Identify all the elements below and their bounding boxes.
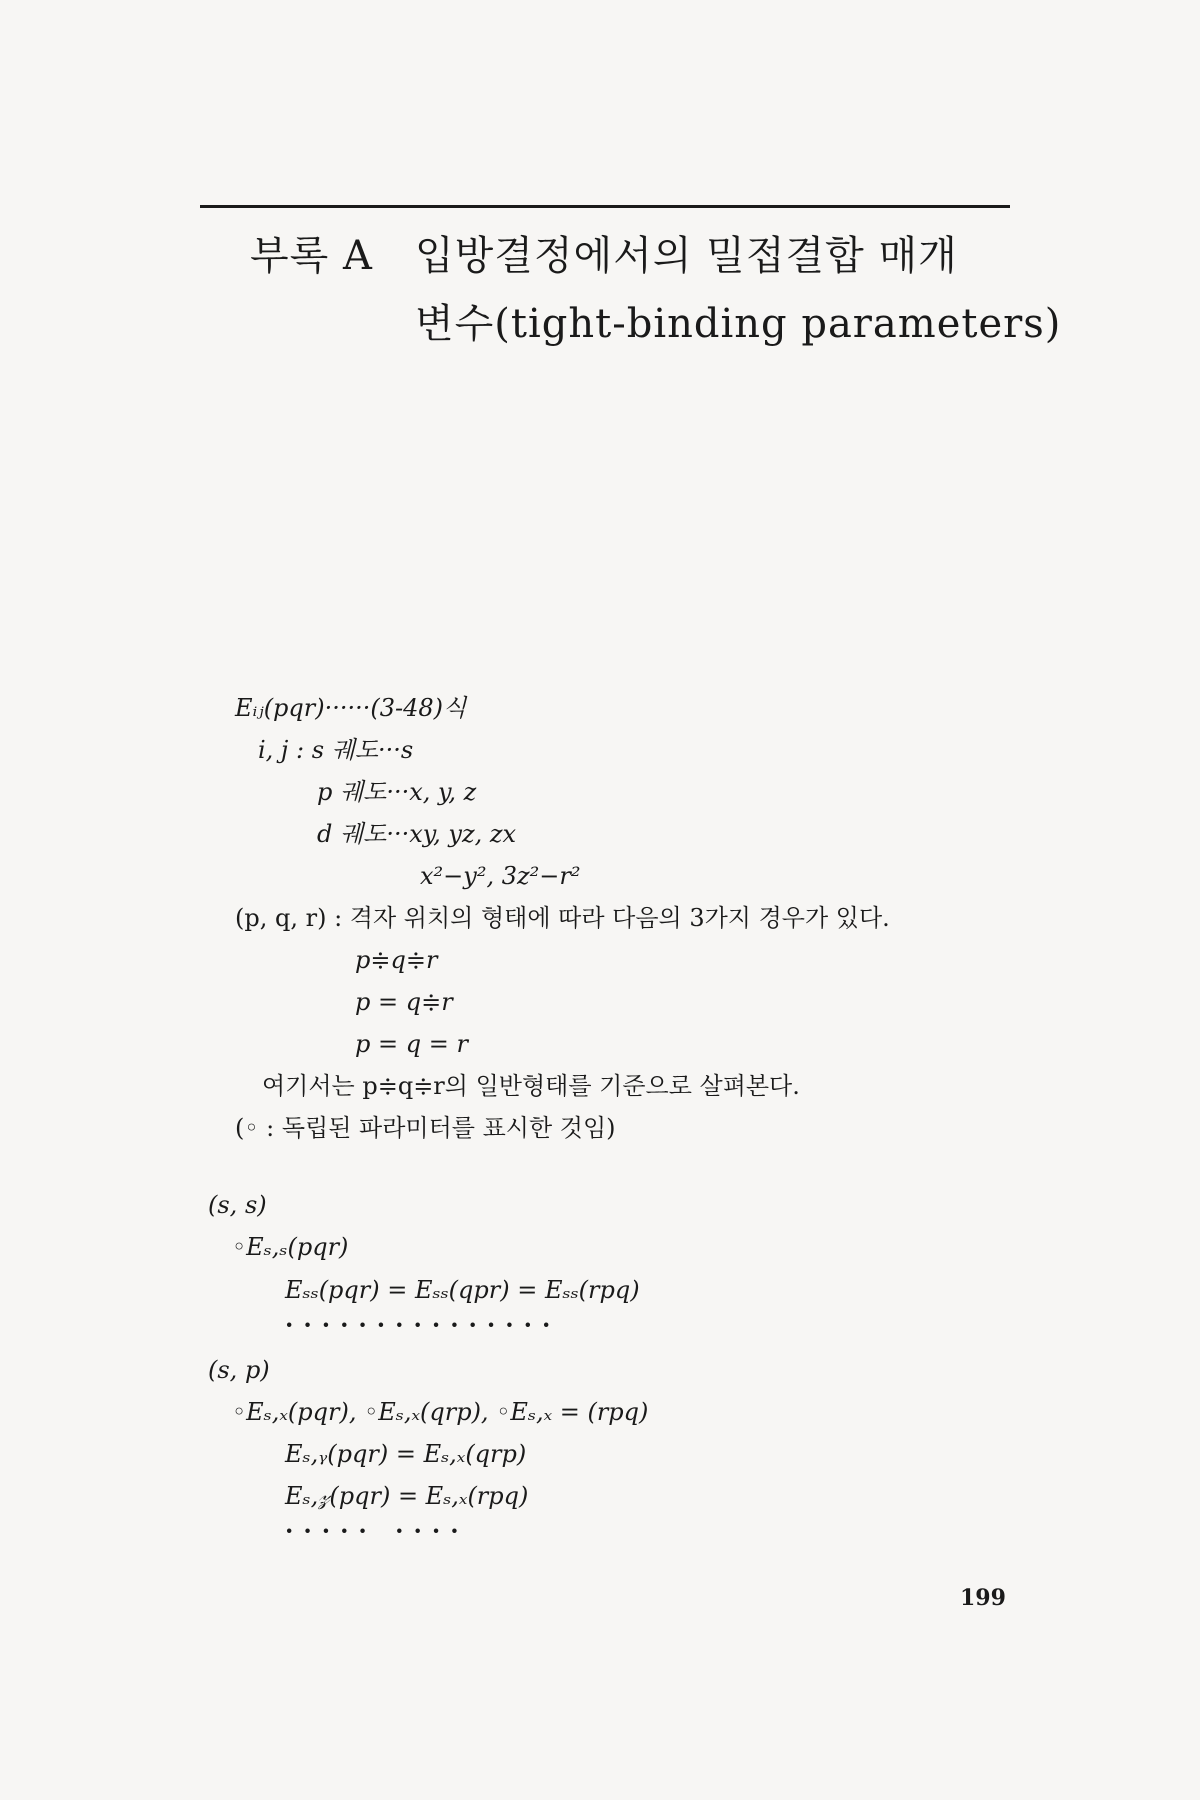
page-number: 199 [960,1585,1006,1611]
d-orbital-line-2: x²−y², 3z²−r² [420,862,581,890]
case-2: p = q≑r [355,988,453,1016]
independent-parameter-note: (◦ : 독립된 파라미터를 표시한 것임) [235,1114,616,1142]
d-orbital-line: d 궤도···xy, yz, zx [317,820,517,848]
pqr-intro: (p, q, r) : 격자 위치의 형태에 따라 다음의 3가지 경우가 있다. [235,904,890,932]
heading-line-1 [250,222,1061,290]
sp-section-header: (s, p) [208,1356,270,1384]
eij-definition: Eᵢⱼ(pqr)······(3-48)식 [235,694,467,722]
sp-relation-2: Eₛ,𝓏(pqr) = Eₛ,ₓ(rpq) [285,1482,529,1510]
sp-continuation-dots: ····· ···· [285,1516,469,1545]
case-1: p≑q≑r [355,946,438,974]
heading-rule [200,205,1010,208]
ss-section-header: (s, s) [208,1191,267,1219]
appendix-label: 부록 A [250,233,373,279]
appendix-heading [250,222,1061,358]
ij-s-orbital: i, j : s 궤도···s [258,736,414,764]
sp-parameters: ◦Eₛ,ₓ(pqr), ◦Eₛ,ₓ(qrp), ◦Eₛ,ₓ = (rpq) [232,1398,649,1426]
ss-parameter: ◦Eₛ,ₛ(pqr) [232,1233,349,1261]
heading-title-line-2: 변수(tight-binding parameters) [415,301,1062,347]
general-form-note: 여기서는 p≑q≑r의 일반형태를 기준으로 살펴본다. [262,1072,800,1100]
sp-relation-1: Eₛ,ᵧ(pqr) = Eₛ,ₓ(qrp) [285,1440,527,1468]
ss-continuation-dots: ··············· [285,1310,561,1339]
ss-relation: Eₛₛ(pqr) = Eₛₛ(qpr) = Eₛₛ(rpq) [285,1276,640,1304]
p-orbital-line: p 궤도···x, y, z [317,778,477,806]
heading-title-line-1: 입방결정에서의 밀접결합 매개 [415,233,958,279]
case-3: p = q = r [355,1030,468,1058]
